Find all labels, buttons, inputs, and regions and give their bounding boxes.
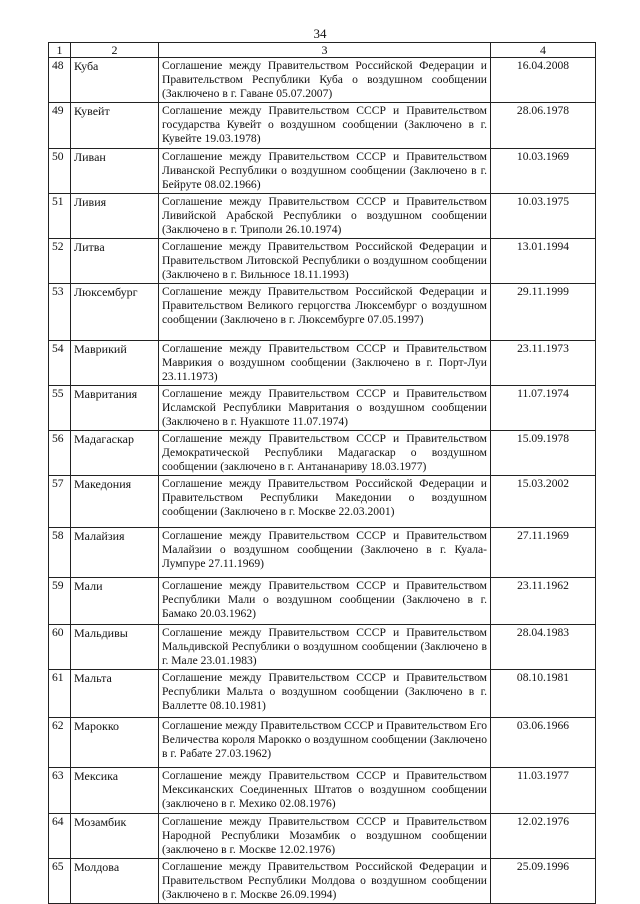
table-row [49,476,596,528]
row-number: 51 [49,194,71,239]
agreement-description: Соглашение между Правительством СССР и Правительством Маврикия о воздушном сообщении (Заключено в г. Порт-Луи 23.11.1973) [159,341,491,386]
table-row [49,103,596,149]
country-name: Мозамбик [71,814,159,859]
row-number: 64 [49,814,71,859]
entry-into-force-date: 12.02.1976 [491,814,596,859]
table-row [49,814,596,859]
agreement-description: Соглашение между Правительством Российской Федерации и Правительством Республики Македонии о воздушном сообщении (Заключено в г. Москве 22.03.2001) [159,476,491,528]
entry-into-force-date: 23.11.1962 [491,578,596,625]
entry-into-force-date: 23.11.1973 [491,341,596,386]
table-row [49,718,596,768]
column-header-3: 3 [159,43,491,58]
column-header-2: 2 [71,43,159,58]
row-number: 56 [49,431,71,476]
row-number: 48 [49,58,71,103]
entry-into-force-date: 08.10.1981 [491,670,596,718]
agreement-description: Соглашение между Правительством Российской Федерации и Правительством Республики Молдова о воздушном сообщении (Заключено в г. Москве 26.09.1994) [159,859,491,904]
agreement-description: Соглашение между Правительством СССР и Правительством Мексиканских Соединенных Штатов о воздушном сообщении (заключено в г. Мехико 02.08.1976) [159,768,491,814]
country-name: Мадагаскар [71,431,159,476]
row-number: 55 [49,386,71,431]
agreement-description: Соглашение между Правительством СССР и Правительством Республики Мальта о воздушном сообщении (Заключено в г. Валлетте 08.10.1981) [159,670,491,718]
row-number: 50 [49,149,71,194]
row-number: 57 [49,476,71,528]
entry-into-force-date: 13.01.1994 [491,239,596,284]
row-number: 65 [49,859,71,904]
entry-into-force-date: 11.07.1974 [491,386,596,431]
table-row [49,149,596,194]
country-name: Мексика [71,768,159,814]
entry-into-force-date: 29.11.1999 [491,284,596,341]
agreement-description: Соглашение между Правительством СССР и Правительством Малайзии о воздушном сообщении (Заключено в г. Куала-Лумпуре 27.11.1969) [159,528,491,578]
country-name: Ливан [71,149,159,194]
country-name: Мальдивы [71,625,159,670]
entry-into-force-date: 15.09.1978 [491,431,596,476]
table-row [49,768,596,814]
table-row [49,528,596,578]
table-row [49,386,596,431]
table-row [49,58,596,103]
agreement-description: Соглашение между Правительством СССР и Правительством Исламской Республики Мавритания о воздушном сообщении (Заключено в г. Нуакшоте 11.07.1974) [159,386,491,431]
entry-into-force-date: 10.03.1969 [491,149,596,194]
country-name: Маврикий [71,341,159,386]
entry-into-force-date: 11.03.1977 [491,768,596,814]
agreement-description: Соглашение между Правительством СССР и Правительством Его Величества короля Марокко о воздушном сообщении (Заключено в г. Рабате 27.03.1962) [159,718,491,768]
entry-into-force-date: 25.09.1996 [491,859,596,904]
table-row [49,194,596,239]
country-name: Мали [71,578,159,625]
column-header-1: 1 [49,43,71,58]
country-name: Молдова [71,859,159,904]
row-number: 54 [49,341,71,386]
table-row [49,670,596,718]
entry-into-force-date: 28.04.1983 [491,625,596,670]
row-number: 60 [49,625,71,670]
agreement-description: Соглашение между Правительством СССР и Правительством Народной Республики Мозамбик о воздушном сообщении (заключено в г. Москве 12.02.1976) [159,814,491,859]
country-name: Мальта [71,670,159,718]
country-name: Ливия [71,194,159,239]
page-number: 34 [313,26,327,41]
agreement-description: Соглашение между Правительством СССР и Правительством Мальдивской Республики о воздушном сообщении (Заключено в г. Мале 23.01.1983) [159,625,491,670]
entry-into-force-date: 10.03.1975 [491,194,596,239]
country-name: Литва [71,239,159,284]
row-number: 52 [49,239,71,284]
table-row [49,859,596,904]
row-number: 62 [49,718,71,768]
row-number: 53 [49,284,71,341]
row-number: 58 [49,528,71,578]
agreement-description: Соглашение между Правительством Российской Федерации и Правительством Литовской Республики о воздушном сообщении (Заключено в г. Вильнюсе 18.11.1993) [159,239,491,284]
country-name: Мавритания [71,386,159,431]
table-row [49,578,596,625]
table-row [49,431,596,476]
country-name: Люксембург [71,284,159,341]
agreement-description: Соглашение между Правительством СССР и Правительством государства Кувейт о воздушном сообщении (Заключено в г. Кувейте 19.03.1978) [159,103,491,149]
entry-into-force-date: 28.06.1978 [491,103,596,149]
agreement-description: Соглашение между Правительством СССР и Правительством Ливийской Арабской Республики о воздушном сообщении (Заключено в г. Триполи 26.10.1974) [159,194,491,239]
row-number: 59 [49,578,71,625]
agreement-description: Соглашение между Правительством СССР и Правительством Республики Мали о воздушном сообщении (Заключено в г. Бамако 20.03.1962) [159,578,491,625]
entry-into-force-date: 27.11.1969 [491,528,596,578]
row-number: 49 [49,103,71,149]
table-row [49,284,596,341]
row-number: 61 [49,670,71,718]
entry-into-force-date: 16.04.2008 [491,58,596,103]
agreement-description: Соглашение между Правительством Российской Федерации и Правительством Республики Куба о воздушном сообщении (Заключено в г. Гаване 05.07.2007) [159,58,491,103]
agreements-table [48,42,596,904]
country-name: Македония [71,476,159,528]
country-name: Кувейт [71,103,159,149]
entry-into-force-date: 15.03.2002 [491,476,596,528]
country-name: Марокко [71,718,159,768]
country-name: Куба [71,58,159,103]
table-row [49,341,596,386]
agreement-description: Соглашение между Правительством СССР и Правительством Демократической Республики Мадагаскар о воздушном сообщении (заключено в г. Антананариву 18.03.1977) [159,431,491,476]
row-number: 63 [49,768,71,814]
table-row [49,239,596,284]
column-header-4: 4 [491,43,596,58]
entry-into-force-date: 03.06.1966 [491,718,596,768]
agreement-description: Соглашение между Правительством СССР и Правительством Ливанской Республики о воздушном сообщении (Заключено в г. Бейруте 08.02.1966) [159,149,491,194]
agreement-description: Соглашение между Правительством Российской Федерации и Правительством Великого герцогства Люксембург о воздушном сообщении (Заключено в г. Люксембурге 07.05.1997) [159,284,491,341]
table-row [49,625,596,670]
header-row [49,43,596,58]
country-name: Малайзия [71,528,159,578]
